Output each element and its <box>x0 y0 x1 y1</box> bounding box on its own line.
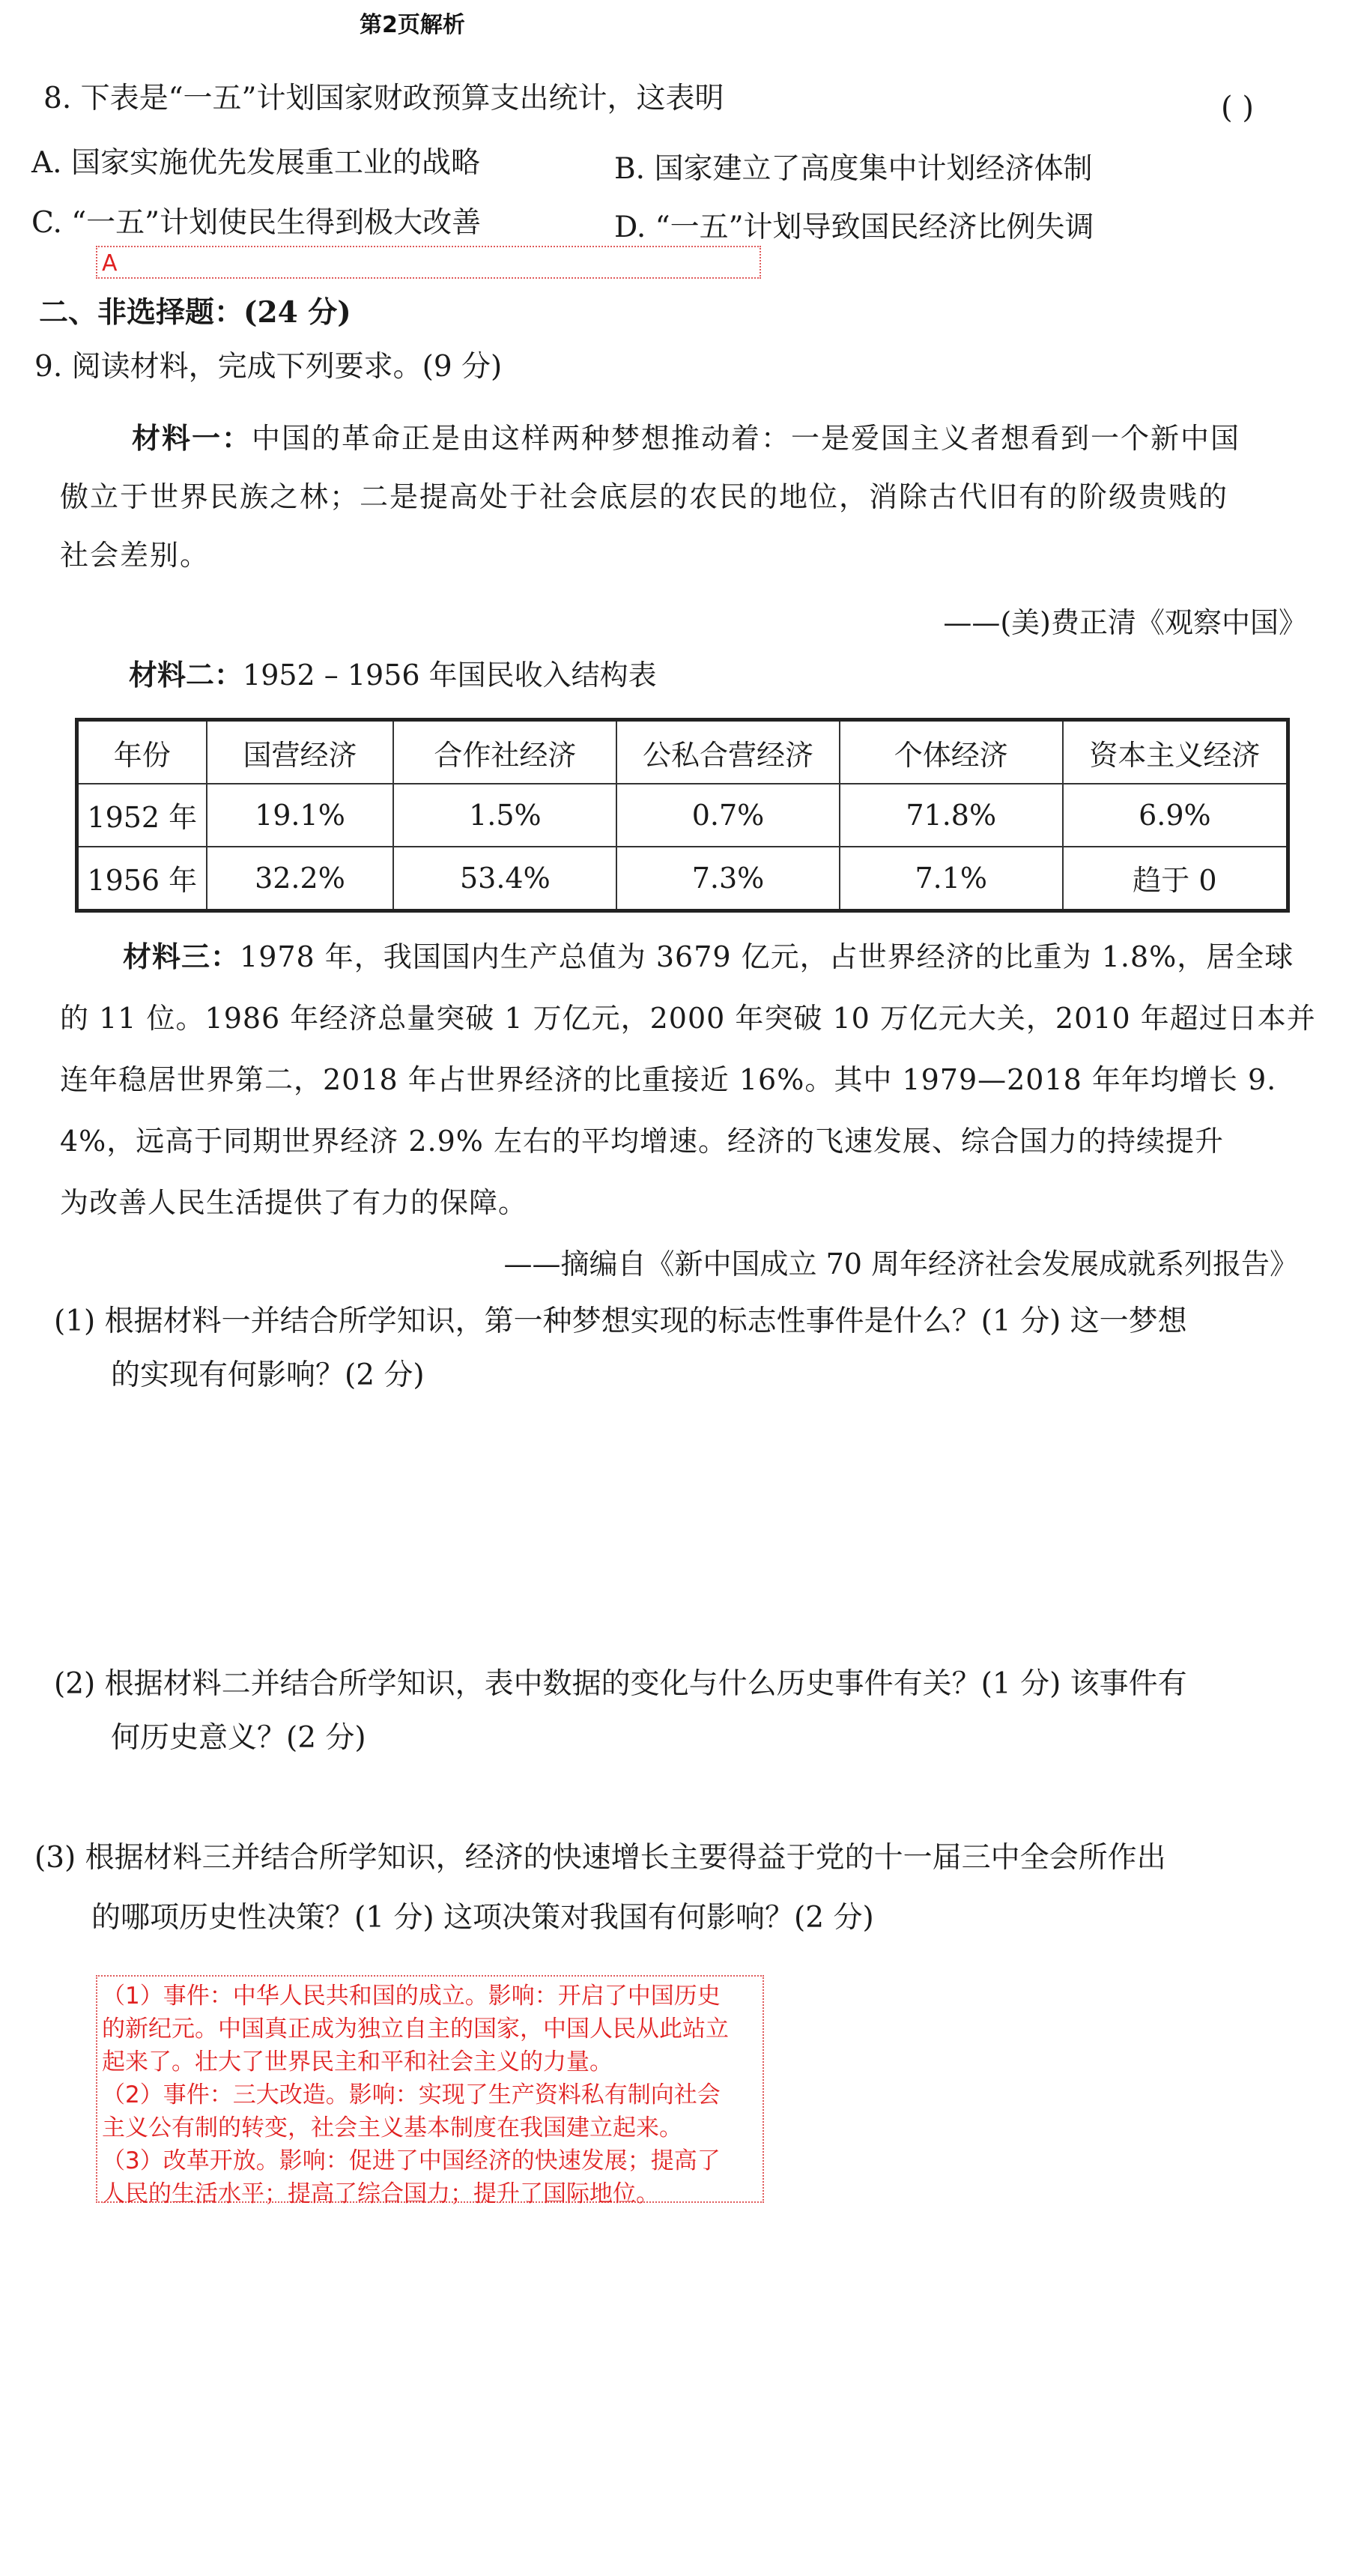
table-header-cell: 年份 <box>77 720 207 784</box>
table-cell: 1.5% <box>393 784 616 847</box>
material-3 <box>60 926 1318 1233</box>
q8-stem: 8. 下表是“一五”计划国家财政预算支出统计，这表明 <box>43 82 724 115</box>
sub-question-3-line-2: 的哪项历史性决策？(1 分) 这项决策对我国有何影响？(2 分) <box>91 1901 874 1935</box>
answer-line: 的新纪元。中国真正成为独立自主的国家，中国人民从此站立 <box>102 2016 729 2043</box>
material-3-label: 材料三： <box>123 940 240 973</box>
answer-line: 人民的生活水平；提高了综合国力；提升了国际地位。 <box>102 2180 659 2207</box>
material-3-line-1: 1978 年，我国国内生产总值为 3679 亿元，占世界经济的比重为 1.8%，居全球 <box>240 940 1294 973</box>
sub-question-2-line-2: 何历史意义？(2 分) <box>111 1721 366 1755</box>
material-1-line-1: 中国的革命正是由这样两种梦想推动着：一是爱国主义者想看到一个新中国 <box>252 422 1241 455</box>
material-2-title: 1952 – 1956 年国民收入结构表 <box>243 659 657 692</box>
table-header-row <box>77 720 1288 784</box>
answer-explanation-box <box>96 1975 764 2207</box>
table-row <box>77 847 1288 911</box>
table-cell: 1956 年 <box>77 847 207 911</box>
table-cell: 1952 年 <box>77 784 207 847</box>
table-cell: 6.9% <box>1063 784 1288 847</box>
table-header-cell: 个体经济 <box>840 720 1063 784</box>
answer-line: （3）改革开放。影响：促进了中国经济的快速发展；提高了 <box>102 2147 721 2174</box>
material-1 <box>60 409 1318 584</box>
income-structure-table <box>75 718 1290 913</box>
sub-question-1 <box>54 1295 1187 1403</box>
material-3-source: ——摘编自《新中国成立 70 周年经济社会发展成就系列报告》 <box>503 1248 1298 1281</box>
answer-line: 起来了。壮大了世界民主和平和社会主义的力量。 <box>102 2049 613 2075</box>
table-cell: 7.1% <box>840 847 1063 911</box>
material-1-line-3: 社会差别。 <box>60 539 210 572</box>
answer-line: 主义公有制的转变，社会主义基本制度在我国建立起来。 <box>102 2114 682 2141</box>
sub-question-3-line-1: (3) 根据材料三并结合所学知识，经济的快速增长主要得益于党的十一届三中全会所作出 <box>34 1841 1166 1875</box>
q8-option-b: B. 国家建立了高度集中计划经济体制 <box>614 152 1093 186</box>
material-3-line-5: 为改善人民生活提供了有力的保障。 <box>60 1186 528 1219</box>
sub-question-2-line-1: (2) 根据材料二并结合所学知识，表中数据的变化与什么历史事件有关？(1 分) 该事件有 <box>54 1667 1187 1701</box>
sub-question-2 <box>54 1657 1187 1765</box>
material-1-label: 材料一： <box>132 421 252 455</box>
page-title: 第2页解析 <box>360 12 465 38</box>
material-3-line-3: 连年稳居世界第二，2018 年占世界经济的比重接近 16%。其中 1979—2018 年年均增长 9. <box>60 1063 1277 1096</box>
q8-answer: A <box>102 250 118 276</box>
q9-stem: 9. 阅读材料，完成下列要求。(9 分) <box>34 350 503 384</box>
sub-question-1-line-1: (1) 根据材料一并结合所学知识，第一种梦想实现的标志性事件是什么？(1 分) 这一梦想 <box>54 1304 1187 1338</box>
q8-answer-box <box>96 246 761 279</box>
material-3-line-2: 的 11 位。1986 年经济总量突破 1 万亿元，2000 年突破 10 万亿元大关，2010 年超过日本并 <box>60 1002 1316 1035</box>
table-cell: 7.3% <box>616 847 839 911</box>
sub-question-1-line-2: 的实现有何影响？(2 分) <box>111 1358 425 1392</box>
material-3-line-4: 4%，远高于同期世界经济 2.9% 左右的平均增速。经济的飞速发展、综合国力的持续提升 <box>60 1125 1224 1158</box>
q8-option-c: C. “一五”计划使民生得到极大改善 <box>31 206 482 240</box>
table-header-cell: 合作社经济 <box>393 720 616 784</box>
q8-option-a: A. 国家实施优先发展重工业的战略 <box>31 146 480 180</box>
answer-line: （1）事件：中华人民共和国的成立。影响：开启了中国历史 <box>102 1983 721 2010</box>
section-title: 二、非选择题：(24 分) <box>39 295 351 330</box>
q8-option-d: D. “一五”计划导致国民经济比例失调 <box>614 211 1094 244</box>
table-cell: 19.1% <box>207 784 394 847</box>
table-header-cell: 公私合营经济 <box>616 720 839 784</box>
table-header-cell: 资本主义经济 <box>1063 720 1288 784</box>
table-header-cell: 国营经济 <box>207 720 394 784</box>
sub-question-3 <box>34 1828 1166 1948</box>
q8-answer-bracket: ( ) <box>1221 91 1254 125</box>
table-cell: 32.2% <box>207 847 394 911</box>
material-1-line-2: 傲立于世界民族之林；二是提高处于社会底层的农民的地位，消除古代旧有的阶级贵贱的 <box>60 480 1229 513</box>
table-cell: 71.8% <box>840 784 1063 847</box>
table-cell: 53.4% <box>393 847 616 911</box>
material-2-label: 材料二： <box>129 658 243 692</box>
material-1-source: ——(美)费正清《观察中国》 <box>943 606 1307 639</box>
table-cell: 0.7% <box>616 784 839 847</box>
material-2-heading <box>129 652 657 693</box>
table-row <box>77 784 1288 847</box>
table-cell: 趋于 0 <box>1063 847 1288 911</box>
answer-line: （2）事件：三大改造。影响：实现了生产资料私有制向社会 <box>102 2081 721 2108</box>
